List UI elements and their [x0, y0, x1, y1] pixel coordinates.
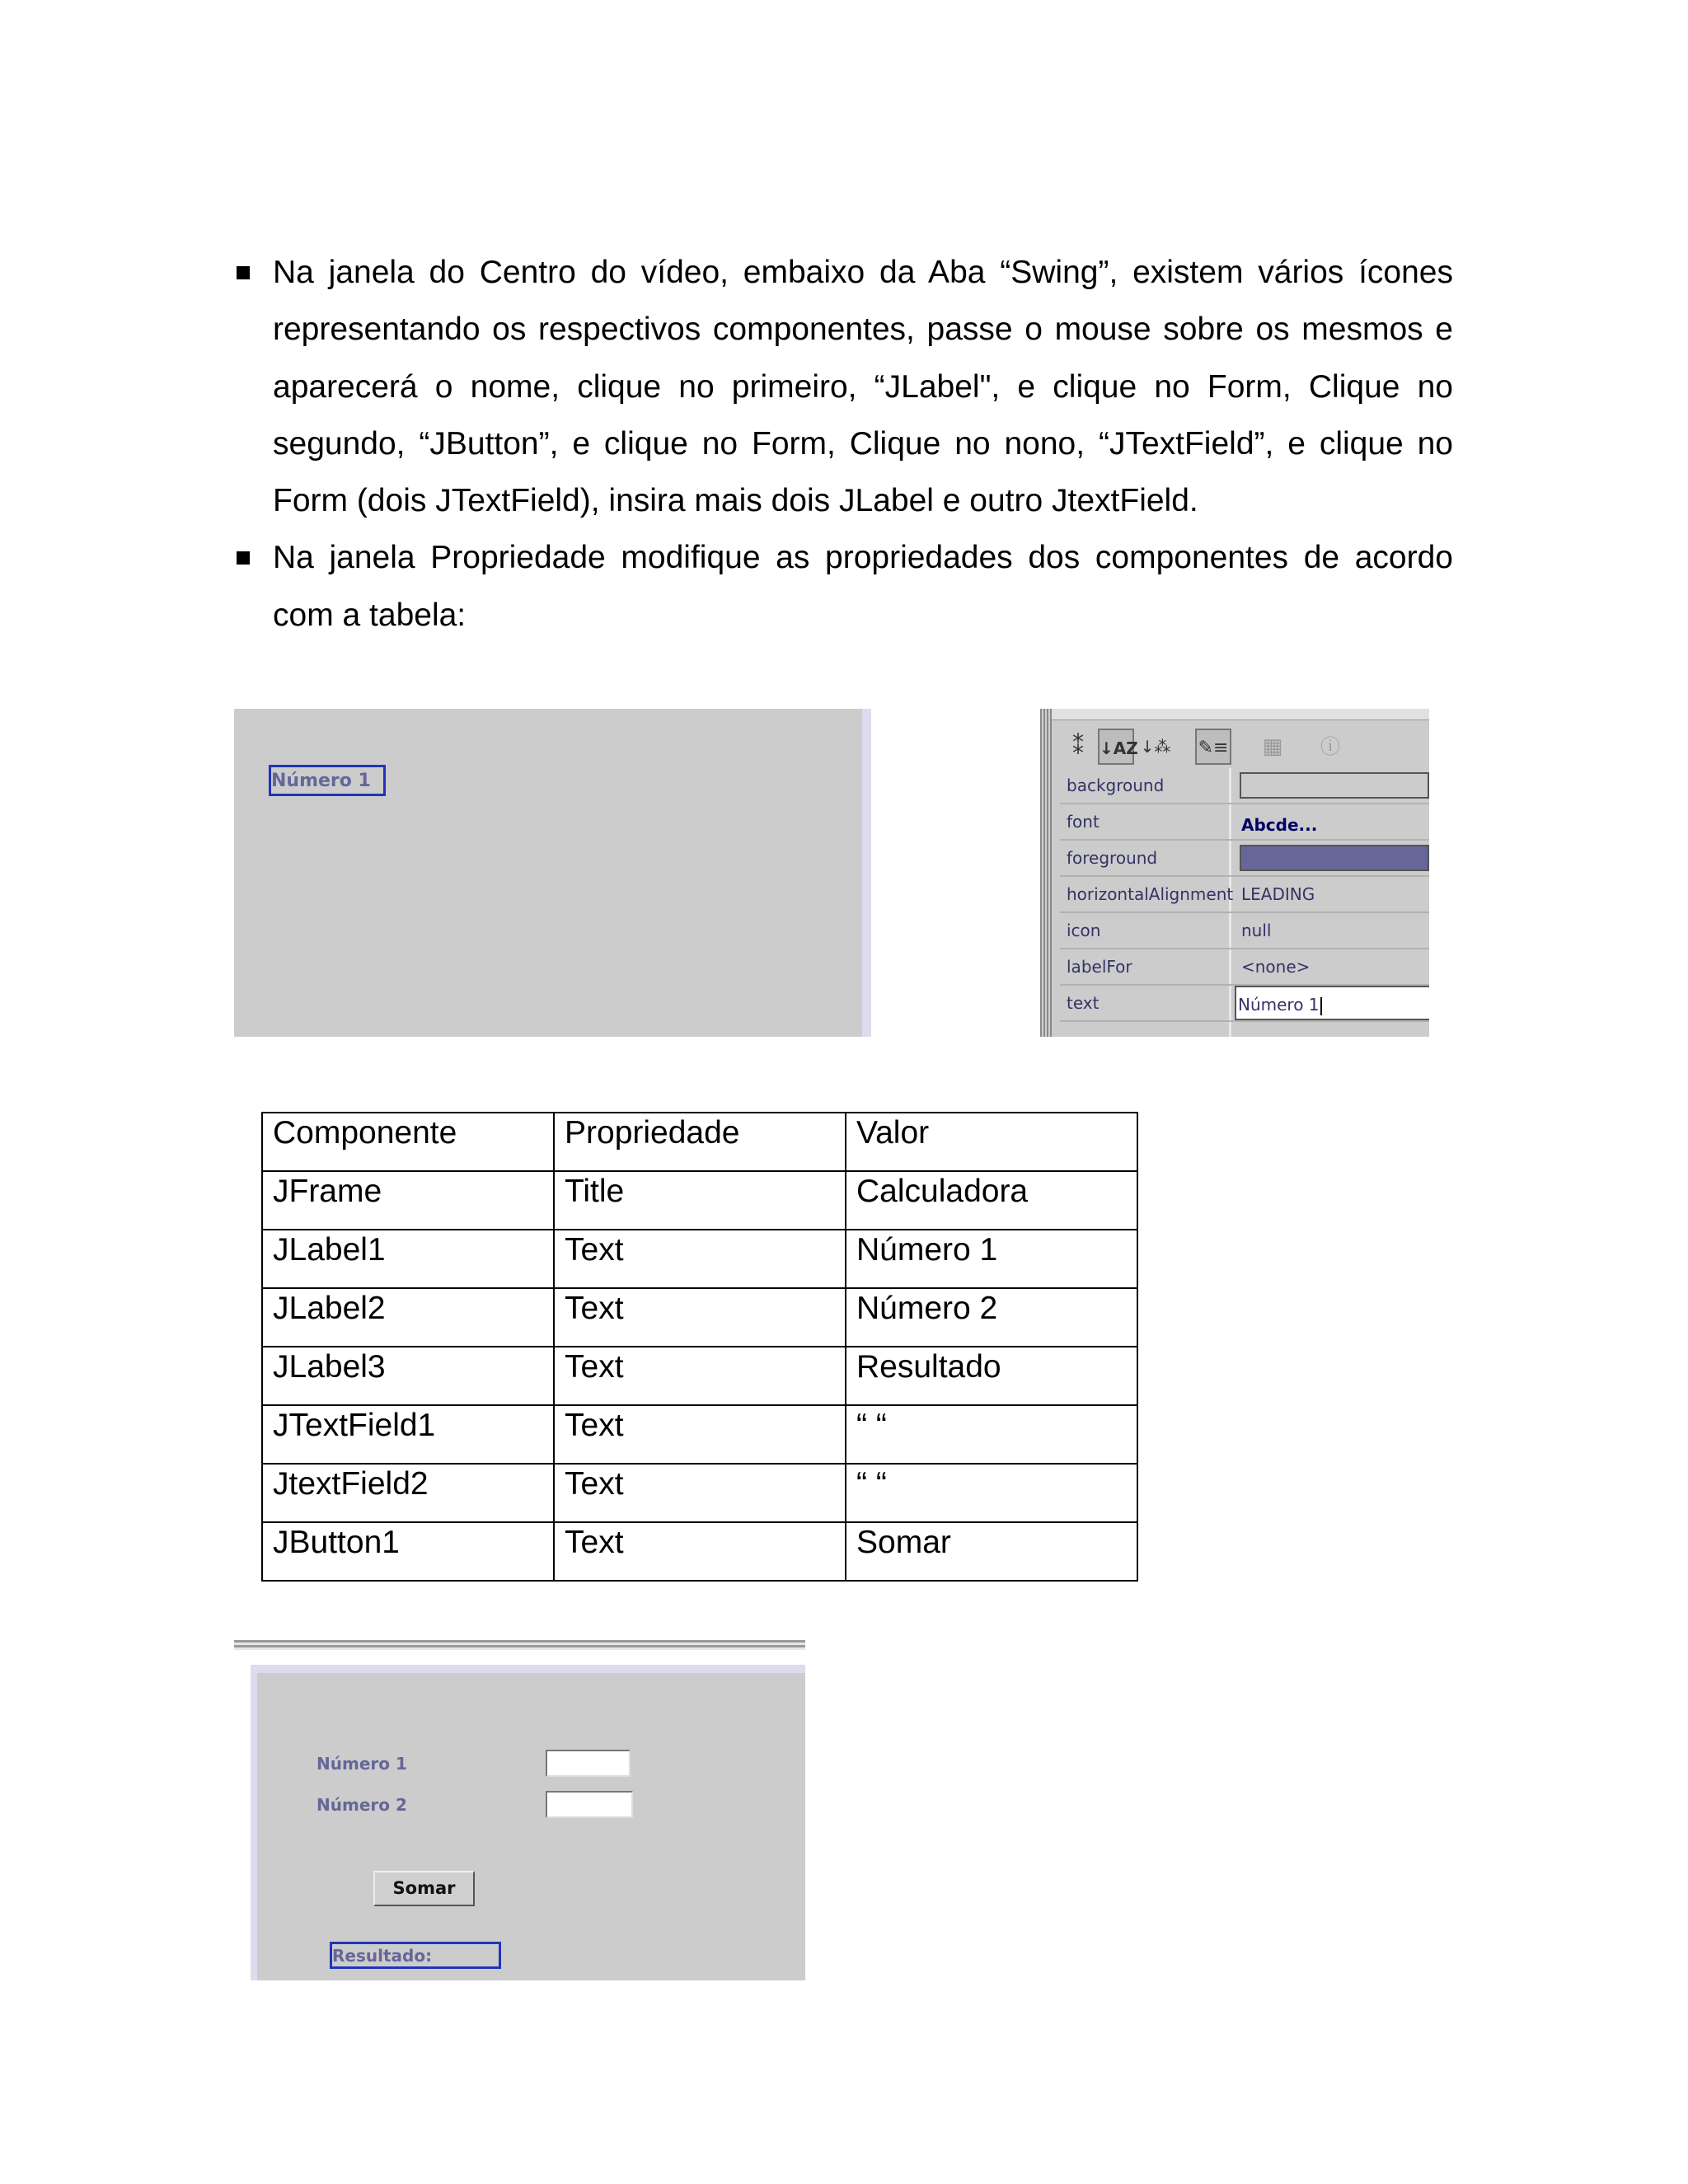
table-cell: Text [554, 1464, 846, 1522]
property-value[interactable] [1235, 841, 1429, 875]
property-value[interactable]: null [1241, 921, 1272, 940]
table-cell: Resultado [846, 1347, 1137, 1405]
table-cell: JTextField1 [262, 1405, 554, 1464]
table-header-cell: Componente [262, 1113, 554, 1171]
show-editable-icon[interactable]: ✎≡ [1195, 729, 1231, 765]
bullet-item [233, 529, 1453, 644]
panel-top-border [1040, 709, 1429, 720]
table-cell: “ “ [846, 1464, 1137, 1522]
result-label[interactable]: Resultado: [330, 1942, 501, 1969]
selected-jlabel[interactable]: Número 1 [269, 765, 386, 796]
table-header-cell: Valor [846, 1113, 1137, 1171]
property-row-foreground[interactable] [1060, 841, 1429, 877]
table-cell: Text [554, 1347, 846, 1405]
property-row-text[interactable] [1060, 986, 1429, 1022]
form-designer-screenshot [234, 709, 871, 1037]
property-text-editor[interactable] [1235, 986, 1429, 1020]
label-numero-1: Número 1 [316, 1754, 407, 1774]
table-cell: Text [554, 1522, 846, 1581]
textfield-2[interactable] [546, 1791, 633, 1818]
panel-splitter[interactable] [1040, 709, 1052, 1037]
table-row [262, 1288, 1137, 1347]
table-header-cell: Propriedade [554, 1113, 846, 1171]
table-cell: “ “ [846, 1405, 1137, 1464]
property-value [1235, 1022, 1429, 1037]
textfield-1[interactable] [546, 1750, 631, 1777]
text-caret [1320, 997, 1322, 1015]
property-value[interactable]: Abcde... [1241, 815, 1318, 835]
property-toolbar [1060, 725, 1423, 766]
table-cell: JtextField2 [262, 1464, 554, 1522]
table-cell: JButton1 [262, 1522, 554, 1581]
table-header-row [262, 1113, 1137, 1171]
properties-table [261, 1112, 1138, 1582]
property-row-partial [1060, 1022, 1429, 1037]
editor-value: Número 1 [1238, 995, 1320, 1015]
table-cell: Text [554, 1288, 846, 1347]
table-row [262, 1171, 1137, 1230]
table-cell: Número 2 [846, 1288, 1137, 1347]
table-row [262, 1464, 1137, 1522]
property-sheet-screenshot [1040, 709, 1429, 1037]
table-cell: JLabel3 [262, 1347, 554, 1405]
table-cell: Somar [846, 1522, 1137, 1581]
sort-by-name-icon[interactable]: ↓AZ [1098, 729, 1134, 765]
bullet-text: Na janela Propriedade modifique as propriedades dos componentes de acordo com a tabela: [273, 540, 1453, 633]
customizer-icon[interactable]: ▦ [1262, 734, 1283, 759]
bullet-text: Na janela do Centro do vídeo, embaixo da Aba “Swing”, existem vários ícones representando os respectivos componentes, passe o mouse sobre os mesmos e aparecerá o nome, clique no primeiro, “JLabel", e clique no Form, Clique no segundo, “JButton”, e clique no Form, Clique no nono, “JTextField”, e clique no Form (dois JTextField), insira mais dois JLabel e outro JtextField. [273, 255, 1453, 519]
form-edge [862, 709, 871, 1037]
table-cell: Número 1 [846, 1230, 1137, 1288]
sort-by-type-icon[interactable]: ↓⁂ [1140, 737, 1171, 757]
property-value[interactable] [1235, 768, 1429, 803]
property-value[interactable]: LEADING [1241, 884, 1315, 904]
property-row-font[interactable] [1060, 804, 1429, 841]
somar-button[interactable]: Somar [373, 1871, 475, 1906]
help-icon[interactable]: ⓘ [1320, 735, 1340, 758]
property-row-icon[interactable] [1060, 913, 1429, 949]
bullet-square-icon [237, 551, 250, 565]
label-numero-2: Número 2 [316, 1795, 407, 1815]
property-name: font [1060, 804, 1231, 839]
window-edge-separator [234, 1640, 805, 1650]
table-cell: Calculadora [846, 1171, 1137, 1230]
property-name: labelFor [1060, 949, 1231, 984]
bullet-item [233, 244, 1453, 529]
table-cell: Text [554, 1405, 846, 1464]
property-row-label-for[interactable] [1060, 949, 1429, 986]
property-name: icon [1060, 913, 1231, 948]
table-row [262, 1405, 1137, 1464]
property-rows [1060, 768, 1429, 1037]
table-cell: JLabel1 [262, 1230, 554, 1288]
table-cell: JLabel2 [262, 1288, 554, 1347]
color-swatch [1240, 845, 1429, 871]
property-name: foreground [1060, 841, 1231, 875]
color-swatch [1240, 772, 1429, 799]
property-row-background[interactable] [1060, 768, 1429, 804]
calculator-form-screenshot [251, 1665, 805, 1980]
property-name: horizontalAlignment [1060, 877, 1231, 912]
table-cell: Text [554, 1230, 846, 1288]
table-row [262, 1347, 1137, 1405]
property-name: text [1060, 986, 1231, 1020]
sort-by-category-icon[interactable]: ⁑ [1072, 733, 1084, 760]
instruction-list [233, 244, 1453, 644]
bullet-square-icon [237, 266, 250, 279]
property-name: background [1060, 768, 1231, 803]
table-cell: JFrame [262, 1171, 554, 1230]
table-row [262, 1522, 1137, 1581]
table-row [262, 1230, 1137, 1288]
table-cell: Title [554, 1171, 846, 1230]
property-name [1060, 1022, 1231, 1037]
property-value[interactable]: <none> [1241, 957, 1311, 977]
property-row-horizontal-alignment[interactable] [1060, 877, 1429, 913]
